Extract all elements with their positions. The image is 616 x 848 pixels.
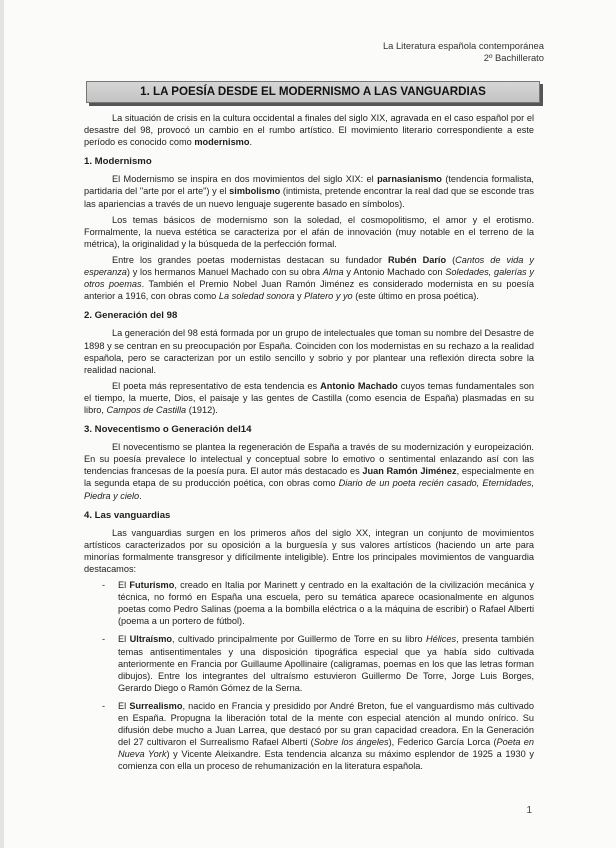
term-modernismo: modernismo: [194, 137, 250, 148]
bullet-dash: -: [102, 700, 106, 711]
header-course-level: 2º Bachillerato: [483, 52, 544, 63]
page-number: 1: [526, 805, 532, 816]
page-title: 1. LA POESÍA DESDE EL MODERNISMO A LAS VANGUARDIAS: [86, 81, 540, 103]
section-heading-novecentismo: 3. Novecentismo o Generación del14: [84, 424, 252, 436]
list-item-ultraismo: - El Ultraísmo, cultivado principalmente por Guillermo de Torre en su libro Hélices, presenta también temas antisentimentales y una disposición tipográfica especial que ya había sido cultivada anteriormente en Francia por Guillaume Apollinaire (caligramas, poemas en los que las letras forman dibujos). Entre los integrantes del ultraísmo estuvieron Guillermo De Torre, Jorge Luis Borges, Gerardo Diego o Ramón Gómez de la Serna.: [102, 634, 534, 693]
paragraph: Entre los grandes poetas modernistas destacan su fundador Rubén Darío (Cantos de vida y esperanza) y los hermanos Manuel Machado con su obra Alma y Antonio Machado con Soledades, galerías y otros poemas. También el Premio Nobel Juan Ramón Jiménez es considerado modernista en su poesía anterior a 1916, con obras como La soledad sonora y Platero y yo (este último en prosa poética).: [84, 254, 534, 302]
section-heading-generacion-98: 2. Generación del 98: [84, 310, 178, 322]
scan-edge-shadow: [0, 0, 4, 848]
document-body: [84, 112, 534, 779]
paragraph: La generación del 98 está formada por un grupo de intelectuales que toman su nombre del Desastre de 1898 y se centran en su preocupación por España. Coinciden con los modernistas en su rechazo a la realidad española, pero se caracterizan por un estilo sencillo y sobrio y por plantear una reflexión directa sobre la realidad nacional.: [84, 328, 534, 375]
header-course-title: La Literatura española contemporánea: [382, 40, 544, 51]
paragraph: El poeta más representativo de esta tendencia es Antonio Machado cuyos temas fundamentales son el tiempo, la muerte, Dios, el paisaje y las gentes de Castilla (como esencia de España) plasmadas en su libro, Campos de Castilla (1912).: [84, 380, 534, 415]
list-item-surrealismo: - El Surrealismo, nacido en Francia y presidido por André Breton, fue el vanguardismo más cultivado en España. Propugna la liberación total de la mente con especial atención al mundo onírico. Su difusión debe mucho a Juan Larrea, que destacó por su gran capacidad creadora. En la Generación del 27 cultivaron el Surrealismo Rafael Alberti (Sobre los ángeles), Federico García Lorca (Poeta en Nueva York) y Vicente Aleixandre. Esta tendencia alcanza su máximo esplendor de 1925 a 1930 y comienza con ella un proceso de rehumanización en la literatura española.: [102, 700, 535, 772]
paragraph: Las vanguardias surgen en los primeros años del siglo XX, integran un conjunto de movimientos artísticos caracterizados por su oposición a la burguesía y sus valores artísticos (haciendo un arte para minorías formalmente transgresor y difícilmente inteligible). Entre los principales movimientos de vanguardia destacamos:: [84, 527, 534, 574]
paragraph: El novecentismo se plantea la regeneración de España a través de su modernización y europeización. En su poesía prevalece lo intelectual y conceptual sobre lo emotivo o sentimental enlazando así con las tendencias francesas de la poesía pura. El autor más destacado es Juan Ramón Jiménez, especialmente en la segunda etapa de su producción poética, con obras como Diario de un poeta recién casado, Eternidades, Piedra y cielo.: [84, 442, 534, 501]
list-item-futurismo: - El Futurismo, creado en Italia por Marinett y centrado en la exaltación de la civilización mecánica y técnica, no formó en España una escuela, pero su temática aparece ocasionalmente en algunos poetas como Pedro Salinas (poema a la bombilla eléctrica o a la máquina de escribir) o Rafael Alberti (poema a un portero de fútbol).: [102, 580, 534, 627]
section-heading-modernismo: 1. Modernismo: [84, 156, 152, 168]
paragraph: Los temas básicos de modernismo son la soledad, el cosmopolitismo, el amor y el erotismo. Formalmente, la nueva estética se caracteriza por el afán de innovación (muy notable en el terreno de la métrica), la originalidad y la búsqueda de la perfección formal.: [84, 214, 534, 249]
running-header: [383, 40, 544, 64]
intro-paragraph: La situación de crisis en la cultura occidental a finales del siglo XIX, agravada en el caso español por el desastre del 98, provocó un cambio en el rumbo artístico. El movimiento literario correspondiente a este período es conocido como modernismo.: [84, 113, 534, 148]
section-heading-vanguardias: 4. Las vanguardias: [84, 509, 171, 521]
bullet-dash: -: [102, 580, 106, 591]
bullet-dash: -: [102, 634, 106, 645]
paragraph: El Modernismo se inspira en dos movimientos del siglo XIX: el parnasianismo (tendencia formalista, partidaria del "arte por el arte") y el simbolismo (intimista, pretende encontrar la real dad que se esconde tras las apariencias a través de un nuevo lenguaje sugerente basado en símbolos).: [84, 174, 534, 209]
vanguard-movements-list: [104, 579, 534, 772]
